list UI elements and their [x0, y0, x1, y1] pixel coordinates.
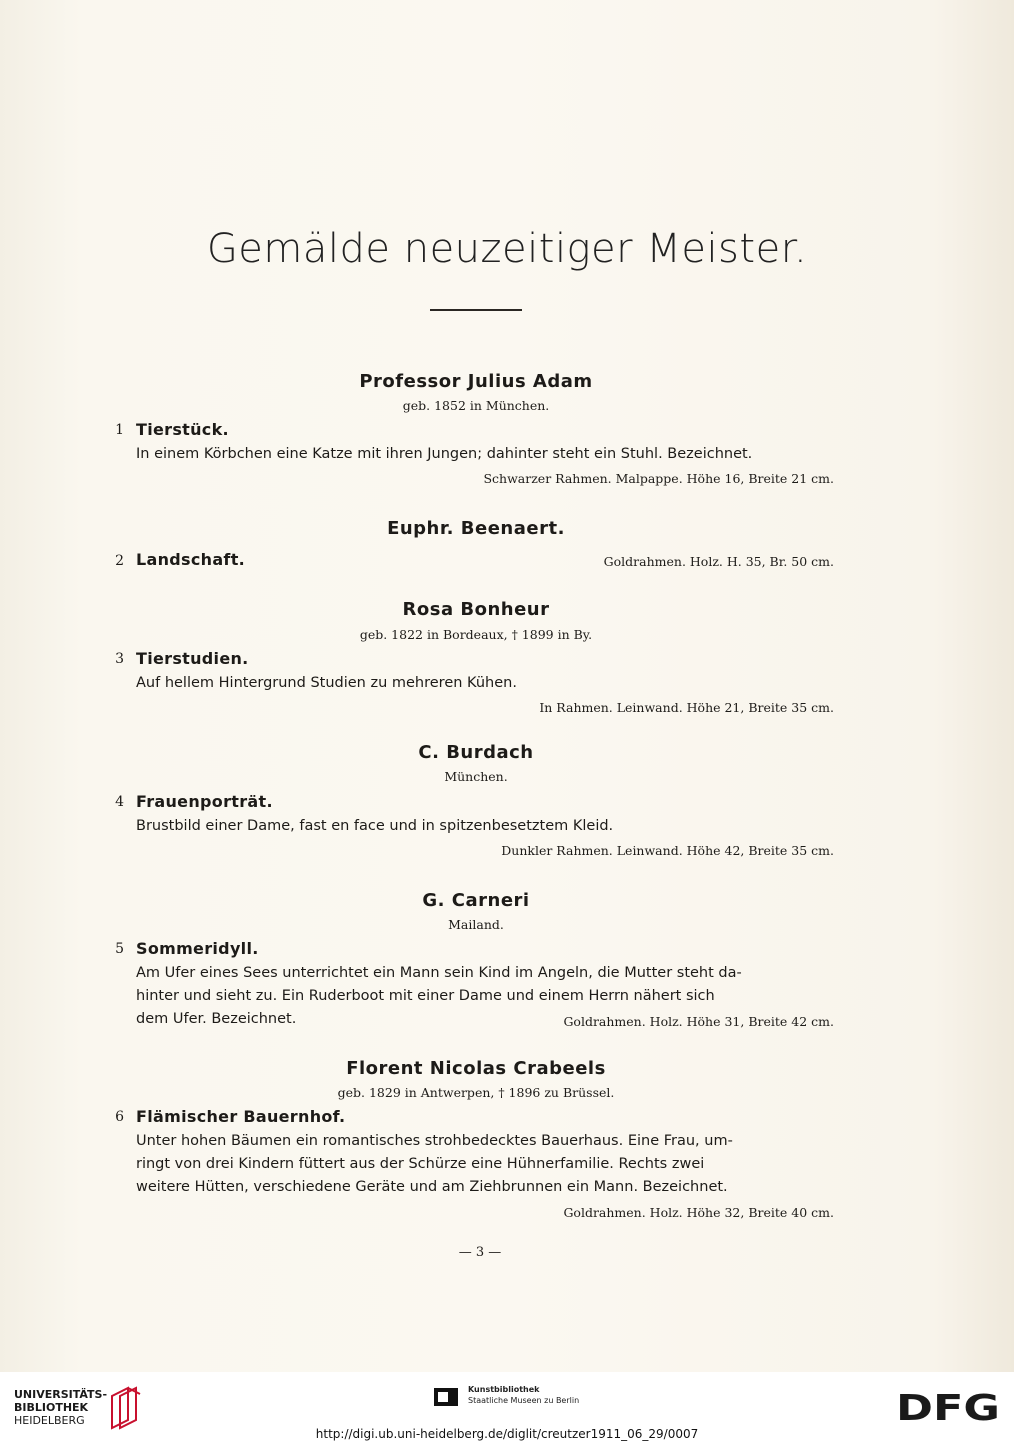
dfg-logo[interactable]	[896, 1390, 1000, 1422]
artist-bio: München.	[444, 769, 508, 784]
work-description-line: weitere Hütten, verschiedene Geräte und am Ziehbrunnen ein Mann. Bezeichnet.	[136, 1179, 728, 1195]
work-description: Brustbild einer Dame, fast en face und in spitzenbesetztem Kleid.	[136, 818, 614, 834]
lot-number: 1	[115, 422, 124, 438]
lot-number: 2	[115, 553, 124, 569]
page-title: Gemälde neuzeitiger Meister.	[206, 226, 808, 272]
ub-book-icon	[106, 1386, 146, 1430]
artist-name: Professor Julius Adam	[359, 371, 593, 392]
work-meta: Goldrahmen. Holz. Höhe 31, Breite 42 cm.	[563, 1014, 834, 1029]
work-description-line: hinter und sieht zu. Ein Ruderboot mit einer Dame und einem Herrn nähert sich	[136, 988, 715, 1004]
work-title: Frauenporträt.	[136, 792, 273, 811]
lot-number: 5	[115, 941, 124, 957]
work-title: Tierstück.	[136, 420, 229, 439]
artist-name: Euphr. Beenaert.	[387, 518, 565, 539]
work-description: In einem Körbchen eine Katze mit ihren Jungen; dahinter steht ein Stuhl. Bezeichnet.	[136, 446, 753, 462]
work-description-line: Am Ufer eines Sees unterrichtet ein Mann sein Kind im Angeln, die Mutter steht da-	[136, 965, 742, 981]
work-description-line: dem Ufer. Bezeichnet.	[136, 1011, 297, 1027]
lot-number: 4	[115, 794, 124, 810]
artist-name: G. Carneri	[422, 890, 530, 911]
work-meta: Goldrahmen. Holz. Höhe 32, Breite 40 cm.	[563, 1205, 834, 1220]
title-rule	[430, 309, 522, 311]
work-meta: Dunkler Rahmen. Leinwand. Höhe 42, Breite 35 cm.	[501, 843, 834, 858]
dfg-text: DFG	[896, 1390, 1000, 1422]
page-number: — 3 —	[458, 1245, 502, 1260]
artist-bio: Mailand.	[448, 917, 504, 932]
artist-name: Florent Nicolas Crabeels	[346, 1058, 606, 1079]
work-meta: Goldrahmen. Holz. H. 35, Br. 50 cm.	[603, 554, 834, 569]
ub-line-1: UNIVERSITÄTS-	[14, 1388, 108, 1401]
artist-name: Rosa Bonheur	[402, 599, 550, 620]
artist-bio: geb. 1822 in Bordeaux, † 1899 in By.	[359, 627, 593, 642]
kb-line-2: Staatliche Museen zu Berlin	[468, 1396, 580, 1405]
work-meta: Schwarzer Rahmen. Malpappe. Höhe 16, Breite 21 cm.	[483, 471, 834, 486]
ub-heidelberg-logo[interactable]	[14, 1384, 154, 1432]
lot-number: 3	[115, 651, 124, 667]
ub-logo-text	[14, 1388, 107, 1427]
kunstbibliothek-icon	[432, 1384, 460, 1408]
work-meta: In Rahmen. Leinwand. Höhe 21, Breite 35 cm.	[539, 700, 834, 715]
kb-line-1: Kunstbibliothek	[468, 1385, 540, 1394]
artist-bio: geb. 1852 in München.	[402, 398, 550, 413]
kb-logo-text	[468, 1384, 579, 1406]
kunstbibliothek-logo[interactable]	[432, 1382, 612, 1412]
work-description-line: ringt von drei Kindern füttert aus der Schürze eine Hühnerfamilie. Rechts zwei	[136, 1156, 705, 1172]
ub-line-2: BIBLIOTHEK	[14, 1401, 89, 1414]
artist-name: C. Burdach	[418, 742, 534, 763]
source-url[interactable]: http://digi.ub.uni-heidelberg.de/diglit/creutzer1911_06_29/0007	[315, 1427, 699, 1441]
artist-bio: geb. 1829 in Antwerpen, † 1896 zu Brüssel.	[337, 1085, 615, 1100]
ub-line-3: HEIDELBERG	[14, 1414, 85, 1427]
footer-bar	[0, 1372, 1014, 1444]
work-description-line: Unter hohen Bäumen ein romantisches strohbedecktes Bauerhaus. Eine Frau, um-	[136, 1133, 733, 1149]
work-title: Landschaft.	[136, 550, 246, 569]
work-title: Flämischer Bauernhof.	[136, 1107, 346, 1126]
work-title: Sommeridyll.	[136, 939, 259, 958]
work-title: Tierstudien.	[136, 649, 249, 668]
lot-number: 6	[115, 1109, 124, 1125]
work-description: Auf hellem Hintergrund Studien zu mehreren Kühen.	[136, 675, 517, 691]
